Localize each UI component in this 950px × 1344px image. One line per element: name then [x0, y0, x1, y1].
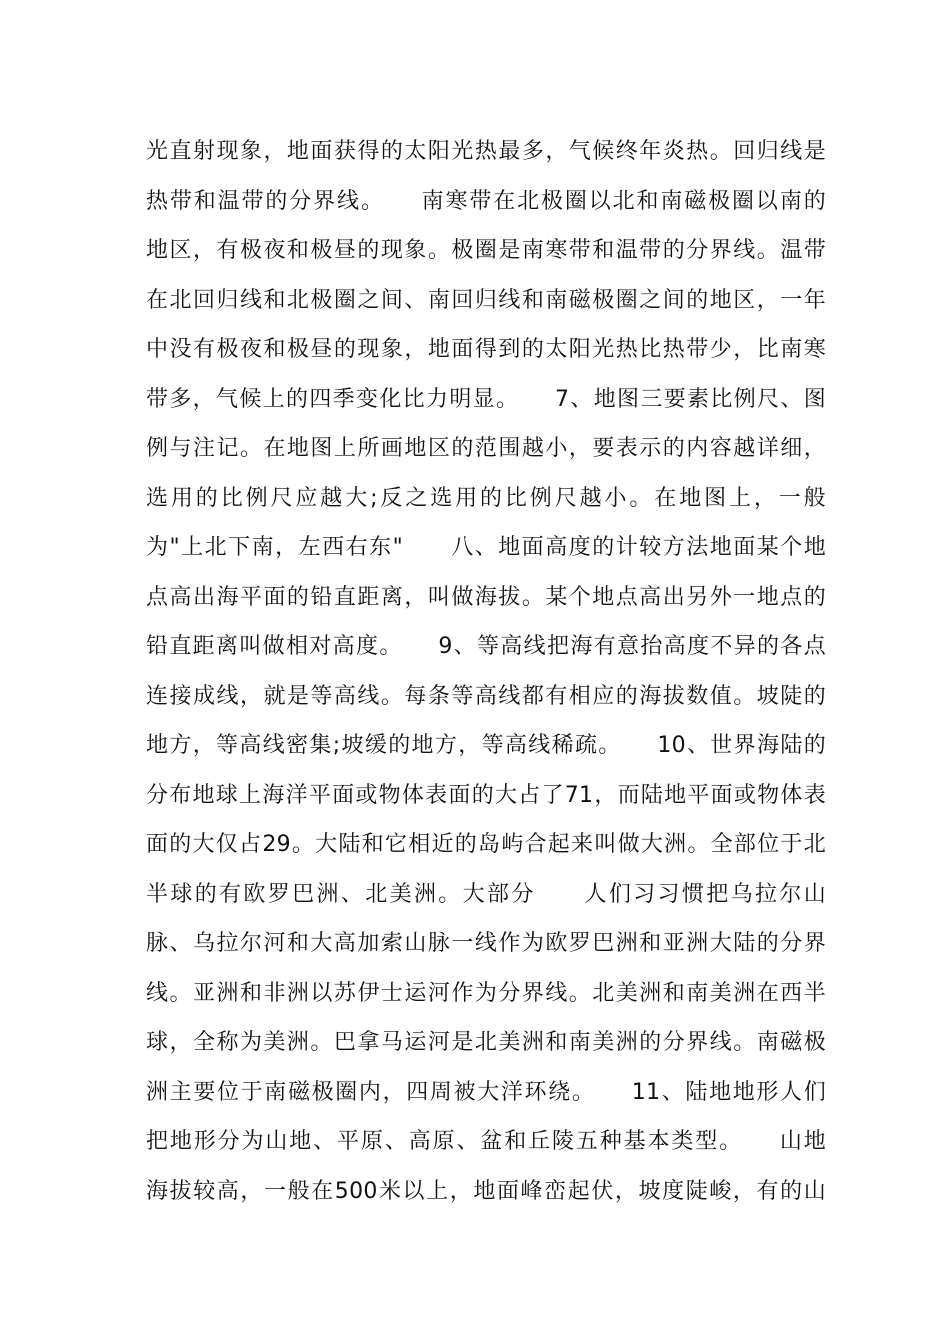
text-line: 连接成线，就是等高线。每条等高线都有相应的海拔数值。坡陡的 — [146, 683, 826, 709]
text-line: 光直射现象，地面获得的太阳光热最多，气候终年炎热。回归线是 — [146, 139, 826, 164]
text-line: 地方，等高线密集;坡缓的地方，等高线稀疏。 10、世界海陆的 — [146, 733, 826, 758]
text-line: 把地形分为山地、平原、高原、盆和丘陵五种基本类型。 山地 — [146, 1129, 826, 1154]
text-line: 热带和温带的分界线。 南寒带在北极圈以北和南磁极圈以南的 — [146, 188, 826, 214]
body-text — [146, 127, 826, 1216]
text-line: 铅直距离叫做相对高度。 9、等高线把海有意抬高度不异的各点 — [146, 634, 826, 659]
text-line: 洲主要位于南磁极圈内，四周被大洋环绕。 11、陆地地形人们 — [146, 1079, 826, 1105]
text-line: 海拔较高，一般在500米以上，地面峰峦起伏，坡度陡峻，有的山 — [146, 1178, 826, 1204]
text-line: 脉、乌拉尔河和大高加索山脉一线作为欧罗巴洲和亚洲大陆的分界 — [146, 931, 826, 956]
text-line: 选用的比例尺应越大;反之选用的比例尺越小。在地图上，一般 — [146, 485, 826, 511]
text-line: 线。亚洲和非洲以苏伊士运河作为分界线。北美洲和南美洲在西半 — [146, 980, 826, 1006]
text-line: 半球的有欧罗巴洲、北美洲。大部分 人们习习惯把乌拉尔山 — [146, 881, 826, 907]
text-line: 点高出海平面的铅直距离，叫做海拔。某个地点高出另外一地点的 — [146, 584, 826, 610]
text-line: 分布地球上海洋平面或物体表面的大占了71，而陆地平面或物体表 — [146, 782, 826, 808]
text-line: 为"上北下南，左西右东" 八、地面高度的计较方法地面某个地 — [146, 535, 826, 560]
text-line: 例与注记。在地图上所画地区的范围越小，要表示的内容越详细， — [146, 436, 826, 461]
text-line: 带多，气候上的四季变化比力明显。 7、地图三要素比例尺、图 — [146, 386, 826, 412]
text-line: 在北回归线和北极圈之间、南回归线和南磁极圈之间的地区，一年 — [146, 287, 826, 313]
text-line: 地区，有极夜和极昼的现象。极圈是南寒带和温带的分界线。温带 — [146, 238, 826, 263]
text-line: 球，全称为美洲。巴拿马运河是北美洲和南美洲的分界线。南磁极 — [146, 1030, 826, 1055]
text-line: 面的大仅占29。大陆和它相近的岛屿合起来叫做大洲。全部位于北 — [146, 832, 826, 857]
text-line: 中没有极夜和极昼的现象，地面得到的太阳光热比热带少，比南寒 — [146, 337, 826, 362]
